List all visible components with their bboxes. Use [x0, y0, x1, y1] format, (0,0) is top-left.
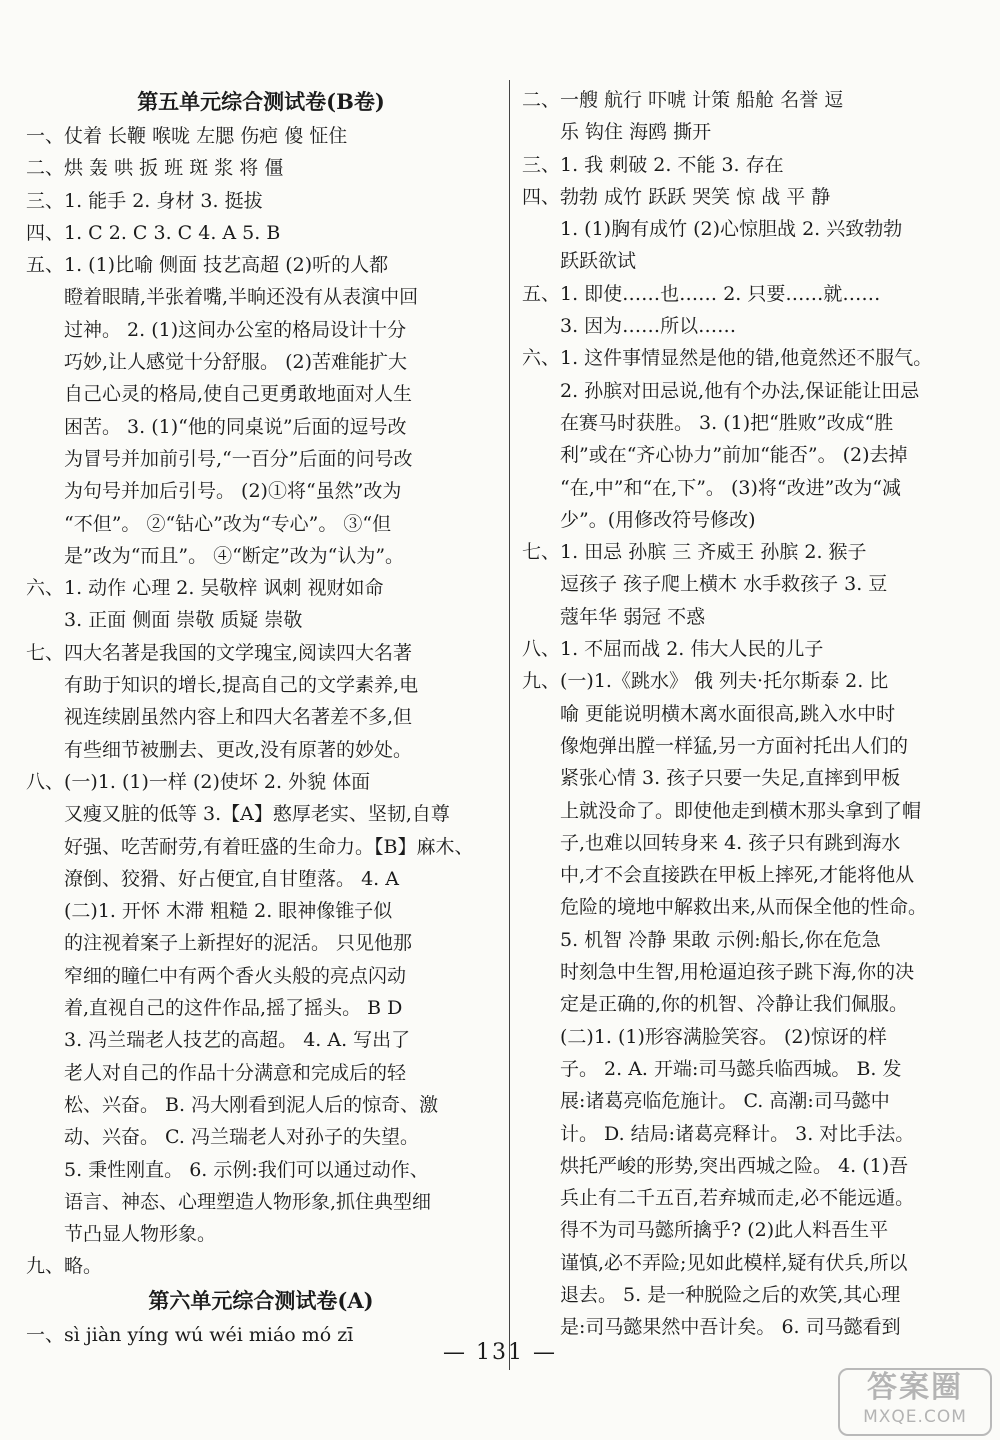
answer-line: 紧张心情 3. 孩子只要一失足,直摔到甲板: [560, 767, 901, 790]
answer-line: 谨慎,必不弄险;见如此模样,疑有伏兵,所以: [560, 1251, 908, 1274]
answer-line: 1. (1)胸有成竹 (2)心惊胆战 2. 兴致勃勃: [560, 218, 903, 241]
answer-line: 四、1. C 2. C 3. C 4. A 5. B: [26, 221, 281, 244]
answer-line: 九、(一)1.《跳水》 俄 列夫·托尔斯泰 2. 比: [522, 670, 889, 693]
answer-line: 八、1. 不屈而战 2. 伟大人民的儿子: [522, 638, 824, 661]
section-heading: 第五单元综合测试卷(B卷): [137, 89, 385, 114]
answer-line: 3. 正面 侧面 崇敬 质疑 崇敬: [64, 609, 303, 632]
answer-line: 动、兴奋。 C. 冯兰瑞老人对孙子的失望。: [64, 1126, 419, 1149]
watermark-title: 答案圈: [867, 1370, 963, 1405]
answer-line: 跃跃欲试: [560, 250, 637, 273]
answer-line: 计。 D. 结局:诸葛亮释计。 3. 对比手法。: [560, 1122, 915, 1145]
answer-line: 自己心灵的格局,使自己更勇敢地面对人生: [64, 383, 413, 406]
answer-line: 四、勃勃 成竹 跃跃 哭笑 惊 战 平 静: [522, 185, 831, 208]
watermark-logo: [838, 1368, 992, 1436]
answer-line: 五、1. 即使……也…… 2. 只要……就……: [522, 282, 881, 305]
answer-line: 一、sì jiàn yíng wú wéi miáo mó zī: [26, 1323, 354, 1346]
answer-line: 为句号并加后引号。 (2)①将“虽然”改为: [64, 480, 402, 503]
answer-line: “在,中”和“在,下”。 (3)将“改进”改为“减: [560, 476, 902, 499]
answer-line: 着,直视自己的这件作品,摇了摇头。 B D: [64, 997, 403, 1020]
answer-line: 一、仗着 长鞭 喉咙 左腮 伤疤 傻 怔住: [26, 125, 348, 147]
answer-line: 子,也难以回转身来 4. 孩子只有跳到海水: [560, 831, 901, 854]
answer-line: 困苦。 3. (1)“他的同桌说”后面的逗号改: [64, 415, 407, 438]
watermark-url: MXQE.COM: [863, 1407, 967, 1427]
answer-line: 烘托严峻的形势,突出西城之险。 4. (1)吾: [560, 1154, 909, 1177]
answer-line: 二、一艘 航行 吓唬 计策 船舱 名誉 逗: [522, 89, 844, 111]
answer-line: 得不为司马懿所擒乎? (2)此人料吾生平: [560, 1219, 889, 1242]
answer-line: 定是正确的,你的机智、冷静让我们佩服。: [560, 993, 909, 1016]
answer-line: 又瘦又脏的低等 3.【A】憨厚老实、坚韧,自尊: [64, 803, 450, 826]
left-column: [26, 84, 496, 1351]
right-column: [522, 84, 978, 1344]
answer-line: 好强、吃苦耐劳,有着旺盛的生命力。【B】麻木、: [64, 835, 474, 858]
page-number: — 131 —: [443, 1340, 557, 1365]
answer-line: 3. 冯兰瑞老人技艺的高超。 4. A. 写出了: [64, 1029, 411, 1052]
answer-line: 上就没命了。即使他走到横木那头拿到了帽: [560, 799, 922, 822]
answer-line: 的注视着案子上新捏好的泥活。 只见他那: [64, 932, 413, 955]
answer-line: “不但”。 ②“钻心”改为“专心”。 ③“但: [64, 512, 392, 535]
answer-line: 5. 秉性刚直。 6. 示例:我们可以通过动作、: [64, 1158, 429, 1181]
answer-line: 利”或在“齐心协力”前加“能否”。 (2)去掉: [560, 444, 908, 467]
answer-line: 5. 机智 冷静 果敢 示例:船长,你在危急: [560, 928, 881, 951]
answer-line: 蔻年华 弱冠 不惑: [560, 605, 706, 628]
answer-line: 潦倒、狡猾、好占便宜,自甘堕落。 4. A: [64, 867, 399, 890]
answer-line: (二)1. (1)形容满脸笑容。 (2)惊讶的样: [560, 1025, 887, 1048]
answer-line: 节凸显人物形象。: [64, 1223, 217, 1246]
answer-line: 七、四大名著是我国的文学瑰宝,阅读四大名著: [26, 641, 413, 664]
answer-line: 有些细节被删去、更改,没有原著的妙处。: [64, 738, 413, 761]
answer-line: 瞪着眼睛,半张着嘴,半晌还没有从表演中回: [64, 286, 419, 309]
section-heading: 第六单元综合测试卷(A): [148, 1287, 374, 1313]
answer-line: 六、1. 这件事情显然是他的错,他竟然还不服气。: [522, 347, 933, 370]
answer-line: 像炮弹出膛一样猛,另一方面衬托出人们的: [560, 734, 909, 757]
answer-line: 三、1. 我 刺破 2. 不能 3. 存在: [522, 153, 784, 176]
answer-line: 2. 孙膑对田忌说,他有个办法,保证能让田忌: [560, 379, 920, 402]
answer-line: 六、1. 动作 心理 2. 吴敬梓 讽刺 视财如命: [26, 577, 384, 600]
answer-line: 少”。(用修改符号修改): [560, 508, 756, 531]
answer-line: 窄细的瞳仁中有两个香火头般的亮点闪动: [64, 964, 407, 987]
answer-line: 时刻急中生智,用枪逼迫孩子跳下海,你的决: [560, 961, 915, 984]
answer-line: 兵止有二千五百,若弃城而走,必不能远遁。: [560, 1187, 915, 1210]
answer-line: 退去。 5. 是一种脱险之后的欢笑,其心理: [560, 1283, 901, 1306]
answer-line: 有助于知识的增长,提高自己的文学素养,电: [64, 674, 419, 697]
answer-line: 乐 钩住 海鸥 撕开: [560, 121, 712, 144]
answer-line: 二、烘 轰 哄 扳 班 斑 浆 将 僵: [26, 157, 284, 180]
answer-line: 是”改为“而且”。 ④“断定”改为“认为”。: [64, 544, 405, 567]
answer-line: 语言、神态、心理塑造人物形象,抓住典型细: [64, 1190, 432, 1213]
answer-line: 展:诸葛亮临危施计。 C. 高潮:司马懿中: [560, 1090, 890, 1113]
answer-line: 在赛马时获胜。 3. (1)把“胜败”改成“胜: [560, 411, 894, 434]
answer-line: 过神。 2. (1)这间办公室的格局设计十分: [64, 318, 407, 341]
answer-line: 逗孩子 孩子爬上横木 水手救孩子 3. 豆: [560, 573, 888, 596]
answer-line: (二)1. 开怀 木滞 粗糙 2. 眼神像锥子似: [64, 900, 393, 923]
answer-line: 中,才不会直接跌在甲板上摔死,才能将他从: [560, 864, 915, 887]
answer-line: 老人对自己的作品十分满意和完成后的轻: [64, 1061, 407, 1084]
answer-line: 巧妙,让人感觉十分舒服。 (2)苦难能扩大: [64, 351, 407, 374]
answer-line: 为冒号并加前引号,“一百分”后面的问号改: [64, 447, 413, 470]
answer-line: 九、略。: [26, 1255, 103, 1278]
answer-line: 七、1. 田忌 孙膑 三 齐威王 孙膑 2. 猴子: [522, 541, 867, 564]
answer-line: 危险的境地中解救出来,从而保全他的性命。: [560, 896, 928, 919]
answer-line: 五、1. (1)比喻 侧面 技艺高超 (2)听的人都: [26, 254, 389, 277]
answer-line: 喻 更能说明横木离水面很高,跳入水中时: [560, 702, 896, 725]
answer-line: 3. 因为……所以……: [560, 315, 737, 338]
answer-line: 八、(一)1. (1)一样 (2)使坏 2. 外貌 体面: [26, 770, 371, 793]
answer-line: 是:司马懿果然中吾计矣。 6. 司马懿看到: [560, 1316, 901, 1339]
column-divider: [509, 80, 510, 1370]
answer-line: 三、1. 能手 2. 身材 3. 挺拔: [26, 189, 263, 212]
answer-line: 松、兴奋。 B. 冯大刚看到泥人后的惊奇、激: [64, 1093, 439, 1116]
answer-line: 子。 2. A. 开端:司马懿兵临西城。 B. 发: [560, 1057, 902, 1080]
answer-line: 视连续剧虽然内容上和四大名著差不多,但: [64, 706, 413, 729]
